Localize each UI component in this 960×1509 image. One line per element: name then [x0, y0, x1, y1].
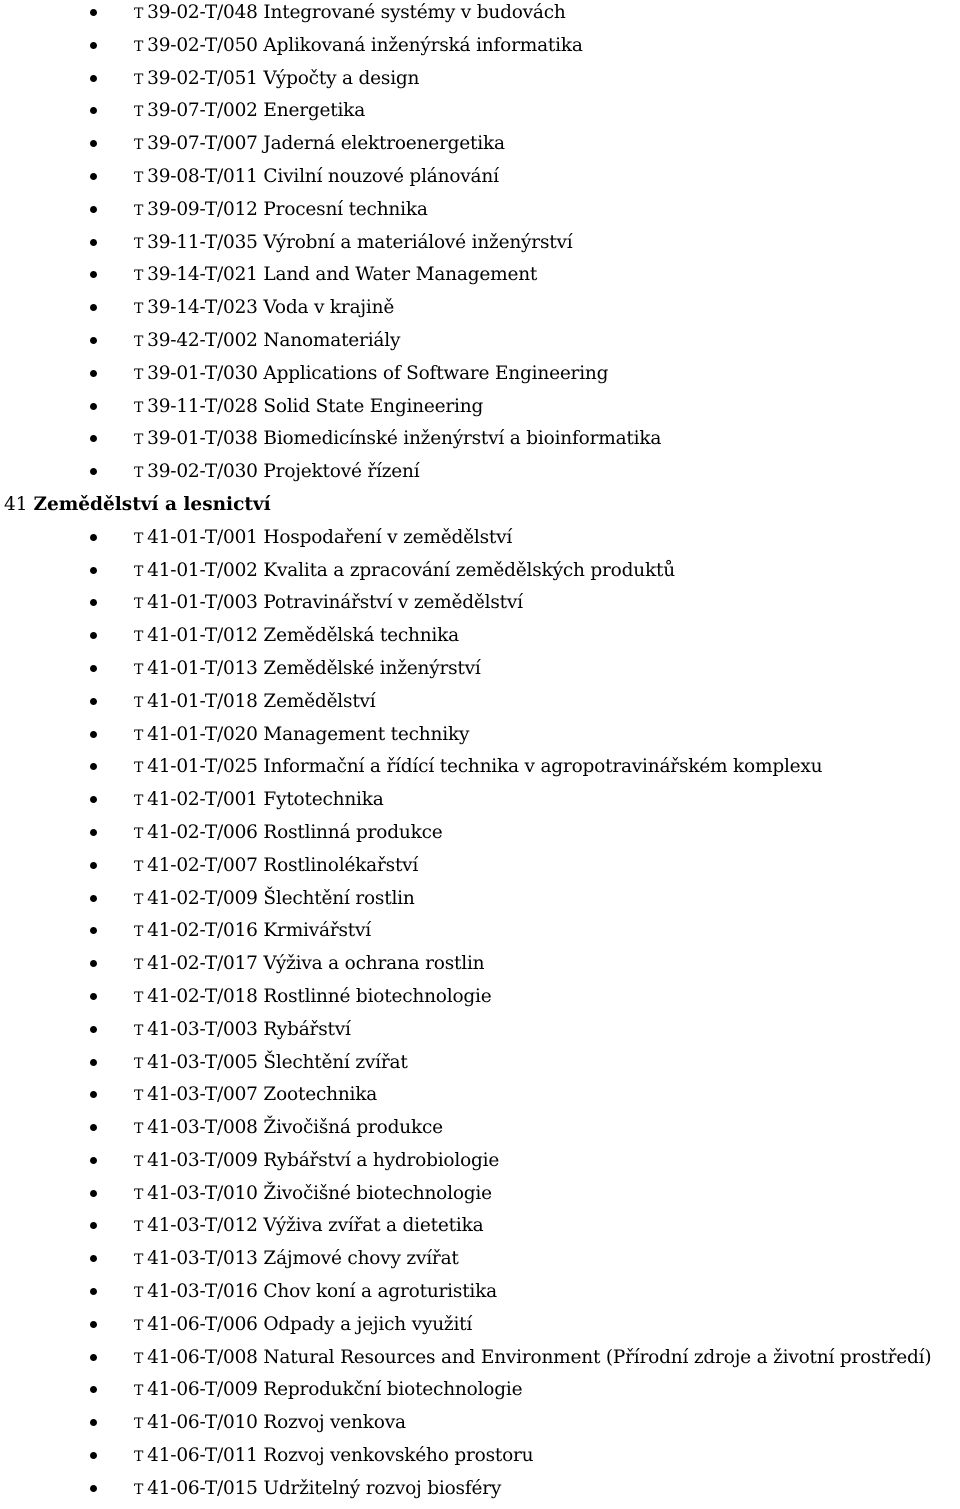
form-code: T [134, 596, 144, 613]
list-item-text [134, 394, 483, 421]
list-item [0, 1115, 960, 1148]
program-label: 41-06-T/008 Natural Resources and Environment (Přírodní zdroje a životní prostředí) [147, 1346, 932, 1368]
program-label: 39-14-T/021 Land and Water Management [147, 264, 538, 286]
list-item [0, 1246, 960, 1279]
form-code: T [134, 858, 144, 875]
list-item [0, 328, 960, 361]
program-label: 39-07-T/007 Jaderná elektroenergetika [147, 133, 505, 155]
form-code: T [134, 38, 144, 55]
bullet-icon [90, 370, 97, 377]
bullet-icon [90, 1321, 97, 1328]
bullet-icon [90, 1354, 97, 1361]
form-code: T [134, 760, 144, 777]
program-label: 41-03-T/013 Zájmové chovy zvířat [147, 1248, 459, 1270]
form-code: T [134, 1383, 144, 1400]
list-item-text [134, 1345, 931, 1372]
list-item-text [134, 525, 512, 552]
program-label: 41-03-T/009 Rybářství a hydrobiologie [147, 1149, 500, 1171]
program-label: 39-02-T/051 Výpočty a design [147, 67, 420, 89]
list-item-text [134, 918, 371, 945]
bullet-icon [90, 435, 97, 442]
list-item [0, 426, 960, 459]
program-label: 39-07-T/002 Energetika [147, 100, 366, 122]
list-item [0, 33, 960, 66]
program-label: 41-03-T/003 Rybářství [147, 1018, 351, 1040]
program-label: 41-02-T/009 Šlechtění rostlin [147, 887, 415, 909]
bullet-icon [90, 1190, 97, 1197]
form-code: T [134, 661, 144, 678]
list-item [0, 0, 960, 33]
bullet-icon [90, 1288, 97, 1295]
program-label: 41-01-T/001 Hospodaření v zemědělství [147, 526, 513, 548]
form-code: T [134, 235, 144, 252]
list-item [0, 262, 960, 295]
form-code: T [134, 1252, 144, 1269]
list-item-text [134, 1050, 408, 1077]
form-code: T [134, 1449, 144, 1466]
bullet-icon [90, 1157, 97, 1164]
list-item-text [134, 33, 583, 60]
list-item [0, 1050, 960, 1083]
list-item [0, 164, 960, 197]
program-label: 41-03-T/016 Chov koní a agroturistika [147, 1281, 497, 1303]
list-item-text [134, 754, 822, 781]
bullet-icon [90, 107, 97, 114]
program-label: 41-01-T/025 Informační a řídící technika v agropotravinářském komplexu [147, 756, 823, 778]
bullet-icon [90, 927, 97, 934]
form-code: T [134, 202, 144, 219]
list-item [0, 459, 960, 492]
list-item [0, 820, 960, 853]
bullet-icon [90, 1091, 97, 1098]
form-code: T [134, 104, 144, 121]
form-code: T [134, 1416, 144, 1433]
list-item [0, 394, 960, 427]
program-label: 39-08-T/011 Civilní nouzové plánování [147, 165, 499, 187]
form-code: T [134, 891, 144, 908]
program-label: 41-01-T/013 Zemědělské inženýrství [147, 657, 481, 679]
bullet-icon [90, 1124, 97, 1131]
program-label: 41-01-T/012 Zemědělská technika [147, 625, 459, 647]
program-label: 41-02-T/001 Fytotechnika [147, 789, 384, 811]
list-item [0, 230, 960, 263]
list-item-text [134, 722, 469, 749]
list-item-text [134, 328, 400, 355]
bullet-icon [90, 665, 97, 672]
form-code: T [134, 333, 144, 350]
form-code: T [134, 694, 144, 711]
bullet-icon [90, 534, 97, 541]
program-label: 41-06-T/015 Udržitelný rozvoj biosféry [147, 1477, 502, 1499]
bullet-icon [90, 1452, 97, 1459]
list-item [0, 787, 960, 820]
bullet-icon [90, 304, 97, 311]
form-code: T [134, 1121, 144, 1138]
list-item-text [134, 1312, 472, 1339]
bullet-icon [90, 239, 97, 246]
list-item-text [134, 656, 481, 683]
program-label: 39-02-T/030 Projektové řízení [147, 461, 420, 483]
form-code: T [134, 1481, 144, 1498]
list-item-text [134, 459, 420, 486]
list-item [0, 722, 960, 755]
bullet-icon [90, 140, 97, 147]
list-item-text [134, 1246, 459, 1273]
list-item [0, 853, 960, 886]
program-label: 41-02-T/017 Výživa a ochrana rostlin [147, 953, 485, 975]
program-label: 41-02-T/016 Krmivářství [147, 920, 371, 942]
program-label: 41-03-T/005 Šlechtění zvířat [147, 1051, 408, 1073]
bullet-icon [90, 993, 97, 1000]
bullet-icon [90, 468, 97, 475]
form-code: T [134, 137, 144, 154]
list-item [0, 1279, 960, 1312]
program-label: 41-03-T/012 Výživa zvířat a dietetika [147, 1215, 484, 1237]
form-code: T [134, 1219, 144, 1236]
list-item-text [134, 426, 661, 453]
form-code: T [134, 629, 144, 646]
list-item-text [134, 1181, 492, 1208]
program-list [0, 525, 960, 1509]
list-item-text [134, 230, 572, 257]
bullet-icon [90, 895, 97, 902]
list-item-text [134, 590, 523, 617]
list-item [0, 689, 960, 722]
program-label: 39-02-T/048 Integrované systémy v budovách [147, 2, 566, 23]
list-item [0, 98, 960, 131]
program-label: 39-02-T/050 Aplikovaná inženýrská informatika [147, 34, 583, 56]
form-code: T [134, 1350, 144, 1367]
list-item [0, 1082, 960, 1115]
list-item-text [134, 1377, 522, 1404]
form-code: T [134, 268, 144, 285]
program-list [0, 0, 960, 492]
bullet-icon [90, 731, 97, 738]
bullet-icon [90, 1255, 97, 1262]
section-heading [0, 492, 960, 525]
list-item-text [134, 66, 419, 93]
list-item-text [134, 164, 499, 191]
list-item [0, 66, 960, 99]
list-item [0, 558, 960, 591]
bullet-icon [90, 75, 97, 82]
list-item [0, 656, 960, 689]
list-item [0, 984, 960, 1017]
form-code: T [134, 1022, 144, 1039]
bullet-icon [90, 763, 97, 770]
list-item [0, 1345, 960, 1378]
program-label: 41-02-T/007 Rostlinolékařství [147, 854, 419, 876]
list-item [0, 590, 960, 623]
program-label: 39-14-T/023 Voda v krajině [147, 297, 395, 319]
list-item [0, 1181, 960, 1214]
form-code: T [134, 432, 144, 449]
program-label: 39-11-T/035 Výrobní a materiálové inženýrství [147, 231, 573, 253]
form-code: T [134, 6, 144, 22]
form-code: T [134, 465, 144, 482]
bullet-icon [90, 1059, 97, 1066]
list-item [0, 1017, 960, 1050]
list-item-text [134, 98, 365, 125]
list-item [0, 295, 960, 328]
form-code: T [134, 530, 144, 547]
list-item-text [134, 131, 505, 158]
form-code: T [134, 1088, 144, 1105]
bullet-icon [90, 173, 97, 180]
form-code: T [134, 989, 144, 1006]
list-item [0, 951, 960, 984]
section-title: Zemědělství a lesnictví [33, 493, 271, 515]
list-item [0, 886, 960, 919]
program-label: 41-01-T/018 Zemědělství [147, 690, 376, 712]
list-item [0, 197, 960, 230]
form-code: T [134, 793, 144, 810]
list-item [0, 1443, 960, 1476]
form-code: T [134, 924, 144, 941]
list-item-text [134, 1476, 501, 1503]
list-item-text [134, 0, 566, 27]
bullet-icon [90, 862, 97, 869]
list-item-text [134, 787, 384, 814]
program-label: 41-06-T/011 Rozvoj venkovského prostoru [147, 1445, 534, 1467]
bullet-icon [90, 1419, 97, 1426]
program-label: 39-09-T/012 Procesní technika [147, 198, 428, 220]
list-item [0, 1148, 960, 1181]
list-item-text [134, 1115, 443, 1142]
program-label: 41-03-T/010 Živočišné biotechnologie [147, 1182, 492, 1204]
program-label: 41-06-T/006 Odpady a jejich využití [147, 1313, 473, 1335]
program-label: 41-06-T/010 Rozvoj venkova [147, 1412, 406, 1434]
bullet-icon [90, 1485, 97, 1492]
program-label: 41-01-T/002 Kvalita a zpracování zemědělských produktů [147, 559, 675, 581]
list-item [0, 1213, 960, 1246]
form-code: T [134, 1055, 144, 1072]
bullet-icon [90, 271, 97, 278]
list-item-text [134, 1213, 483, 1240]
list-item-text [134, 1148, 499, 1175]
section-number: 41 [4, 493, 28, 515]
list-item-text [134, 1443, 533, 1470]
program-label: 41-01-T/003 Potravinářství v zemědělství [147, 592, 523, 614]
form-code: T [134, 563, 144, 580]
list-item-text [134, 623, 459, 650]
list-item-text [134, 984, 492, 1011]
list-item-text [134, 262, 537, 289]
bullet-icon [90, 829, 97, 836]
form-code: T [134, 169, 144, 186]
bullet-icon [90, 960, 97, 967]
form-code: T [134, 957, 144, 974]
list-item-text [134, 853, 418, 880]
list-item [0, 1410, 960, 1443]
bullet-icon [90, 42, 97, 49]
list-item [0, 131, 960, 164]
bullet-icon [90, 403, 97, 410]
program-label: 41-03-T/008 Živočišná produkce [147, 1117, 443, 1139]
list-item [0, 623, 960, 656]
list-item-text [134, 197, 428, 224]
program-label: 41-06-T/009 Reprodukční biotechnologie [147, 1379, 523, 1401]
form-code: T [134, 1153, 144, 1170]
list-item-text [134, 558, 675, 585]
program-label: 41-03-T/007 Zootechnika [147, 1084, 378, 1106]
program-label: 41-02-T/018 Rostlinné biotechnologie [147, 985, 492, 1007]
form-code: T [134, 366, 144, 383]
bullet-icon [90, 1222, 97, 1229]
list-item-text [134, 295, 394, 322]
form-code: T [134, 1285, 144, 1302]
program-label: 39-01-T/038 Biomedicínské inženýrství a bioinformatika [147, 428, 662, 450]
bullet-icon [90, 206, 97, 213]
bullet-icon [90, 1026, 97, 1033]
list-item-text [134, 361, 608, 388]
list-item [0, 525, 960, 558]
bullet-icon [90, 337, 97, 344]
list-item [0, 1476, 960, 1509]
form-code: T [134, 1317, 144, 1334]
form-code: T [134, 825, 144, 842]
bullet-icon [90, 1386, 97, 1393]
form-code: T [134, 71, 144, 88]
program-label: 39-11-T/028 Solid State Engineering [147, 395, 484, 417]
list-item [0, 1377, 960, 1410]
form-code: T [134, 727, 144, 744]
list-item-text [134, 820, 443, 847]
form-code: T [134, 399, 144, 416]
bullet-icon [90, 567, 97, 574]
list-item-text [134, 689, 376, 716]
list-item [0, 918, 960, 951]
program-label: 39-42-T/002 Nanomateriály [147, 329, 401, 351]
list-item-text [134, 1410, 406, 1437]
form-code: T [134, 301, 144, 318]
program-label: 39-01-T/030 Applications of Software Engineering [147, 362, 609, 384]
bullet-icon [90, 698, 97, 705]
bullet-icon [90, 599, 97, 606]
list-item [0, 1312, 960, 1345]
program-label: 41-02-T/006 Rostlinná produkce [147, 821, 443, 843]
list-item-text [134, 1082, 377, 1109]
list-item [0, 754, 960, 787]
bullet-icon [90, 632, 97, 639]
list-item-text [134, 886, 415, 913]
bullet-icon [90, 796, 97, 803]
list-item [0, 361, 960, 394]
form-code: T [134, 1186, 144, 1203]
list-item-text [134, 951, 484, 978]
list-item-text [134, 1279, 497, 1306]
list-item-text [134, 1017, 351, 1044]
program-label: 41-01-T/020 Management techniky [147, 723, 470, 745]
bullet-icon [90, 9, 97, 16]
